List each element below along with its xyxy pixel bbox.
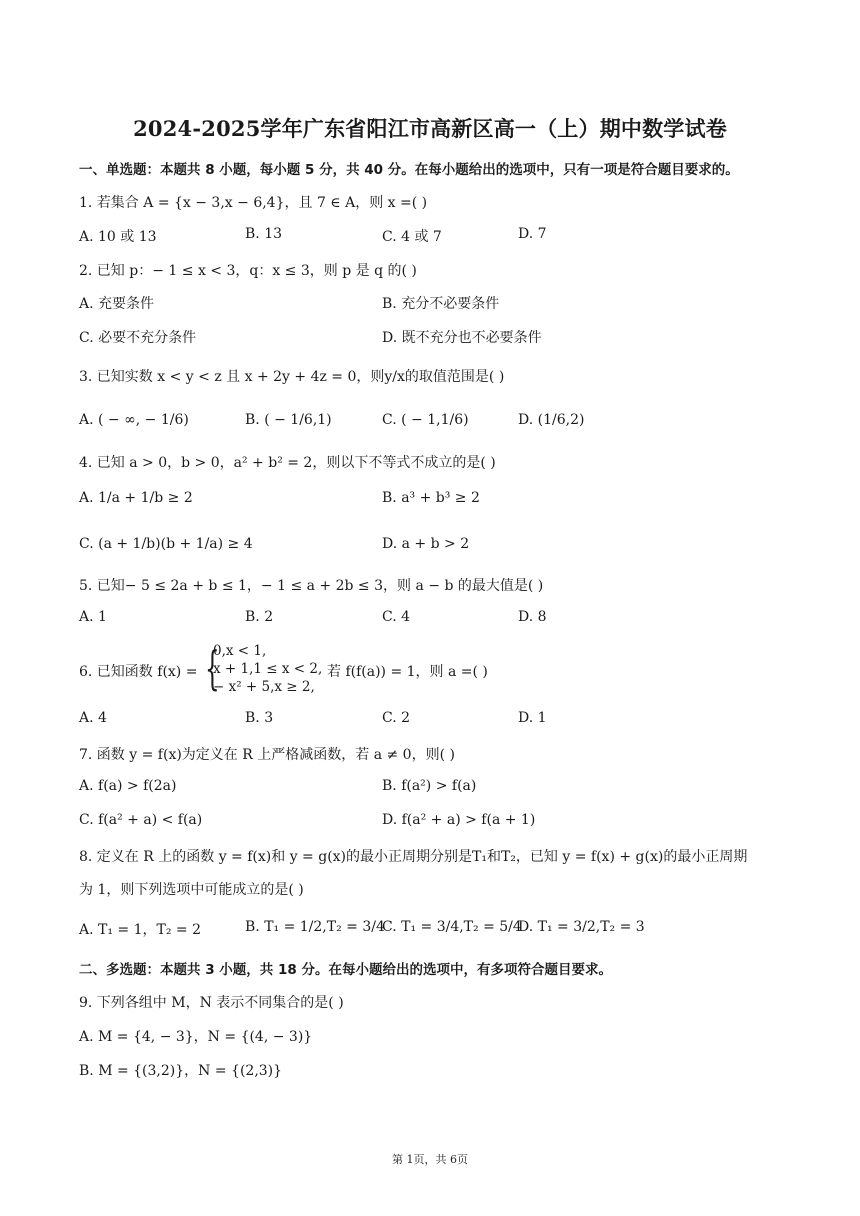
question-4-stem: 4. 已知 a > 0，b > 0，a² + b² = 2，则以下不等式不成立的是( ) <box>79 455 496 471</box>
question-5-option-b: B. 2 <box>245 609 274 625</box>
question-7-option-d: D. f(a² + a) > f(a + 1) <box>382 812 536 828</box>
question-5-stem: 5. 已知− 5 ≤ 2a + b ≤ 1，− 1 ≤ a + 2b ≤ 3，则 a − b 的最大值是( ) <box>79 578 544 594</box>
question-3-stem: 3. 已知实数 x < y < z 且 x + 2y + 4z = 0，则y/x的取值范围是( ) <box>79 369 505 385</box>
question-2-stem: 2. 已知 p：− 1 ≤ x < 3，q：x ≤ 3，则 p 是 q 的( ) <box>79 263 417 279</box>
question-6-option-a: A. 4 <box>79 710 107 726</box>
question-4-option-b: B. a³ + b³ ≥ 2 <box>382 490 480 506</box>
question-8-option-b: B. T₁ = 1/2,T₂ = 3/4 <box>245 919 385 935</box>
question-9-option-b: B. M = {(3,2)}，N = {(2,3)} <box>79 1063 283 1079</box>
question-4-option-a: A. 1/a + 1/b ≥ 2 <box>79 490 193 506</box>
question-6-suffix: 若 f(f(a)) = 1，则 a =( ) <box>327 664 488 680</box>
question-9-stem: 9. 下列各组中 M，N 表示不同集合的是( ) <box>79 995 344 1011</box>
question-8-option-d: D. T₁ = 3/2,T₂ = 3 <box>518 919 645 935</box>
question-1-option-a: A. 10 或 13 <box>79 229 157 245</box>
question-4-option-d: D. a + b > 2 <box>382 536 470 552</box>
question-6-option-b: B. 3 <box>245 710 274 726</box>
question-4-option-c: C. (a + 1/b)(b + 1/a) ≥ 4 <box>79 536 253 552</box>
question-6-cases <box>213 642 322 696</box>
page-footer: 第 1页，共 6页 <box>392 1153 468 1166</box>
question-7-option-b: B. f(a²) > f(a) <box>382 778 477 794</box>
question-3-option-c: C. ( − 1,1/6) <box>382 412 469 428</box>
question-6-option-c: C. 2 <box>382 710 411 726</box>
question-5-option-a: A. 1 <box>79 609 107 625</box>
question-7-option-a: A. f(a) > f(2a) <box>79 778 177 794</box>
question-6-case-3: − x² + 5,x ≥ 2, <box>213 679 315 695</box>
question-5-option-d: D. 8 <box>518 609 547 625</box>
question-2-option-d: D. 既不充分也不必要条件 <box>382 330 542 346</box>
question-2-option-b: B. 充分不必要条件 <box>382 296 500 312</box>
question-3-option-d: D. (1/6,2) <box>518 412 585 428</box>
section-multiple-choice-heading: 二、多选题：本题共 3 小题，共 18 分。在每小题给出的选项中，有多项符合题目要求。 <box>79 962 612 978</box>
question-9-option-a: A. M = {4, − 3}，N = {(4, − 3)} <box>79 1029 313 1045</box>
question-7-stem: 7. 函数 y = f(x)为定义在 R 上严格减函数，若 a ≠ 0，则( ) <box>79 747 455 763</box>
question-3-option-b: B. ( − 1/6,1) <box>245 412 332 428</box>
question-2-option-c: C. 必要不充分条件 <box>79 330 197 346</box>
page-title: 2024-2025学年广东省阳江市高新区高一（上）期中数学试卷 <box>133 116 727 141</box>
question-5-option-c: C. 4 <box>382 609 411 625</box>
question-6-stem <box>79 641 779 699</box>
question-7-option-c: C. f(a² + a) < f(a) <box>79 812 203 828</box>
question-6-case-1: 0,x < 1, <box>213 643 267 659</box>
question-1-stem: 1. 若集合 A = {x − 3,x − 6,4}，且 7 ∈ A，则 x =( ) <box>79 195 428 211</box>
question-3-option-a: A. ( − ∞, − 1/6) <box>79 412 189 428</box>
question-1-option-c: C. 4 或 7 <box>382 229 442 245</box>
question-8-stem-line-2: 为 1，则下列选项中可能成立的是( ) <box>79 882 304 898</box>
question-1-option-b: B. 13 <box>245 226 283 242</box>
left-brace-icon: { <box>205 641 220 695</box>
question-6-option-d: D. 1 <box>518 710 547 726</box>
section-single-choice-heading: 一、单选题：本题共 8 小题，每小题 5 分，共 40 分。在每小题给出的选项中，只有一项是符合题目要求的。 <box>79 162 739 178</box>
question-8-option-a: A. T₁ = 1，T₂ = 2 <box>79 922 201 938</box>
question-6-case-2: x + 1,1 ≤ x < 2, <box>213 661 323 677</box>
question-8-option-c: C. T₁ = 3/4,T₂ = 5/4 <box>382 919 522 935</box>
question-6-prefix: 6. 已知函数 f(x) = <box>79 664 198 680</box>
question-2-option-a: A. 充要条件 <box>79 296 155 312</box>
question-8-stem-line-1: 8. 定义在 R 上的函数 y = f(x)和 y = g(x)的最小正周期分别是T₁和T₂，已知 y = f(x) + g(x)的最小正周期 <box>79 849 748 865</box>
question-1-option-d: D. 7 <box>518 226 547 242</box>
